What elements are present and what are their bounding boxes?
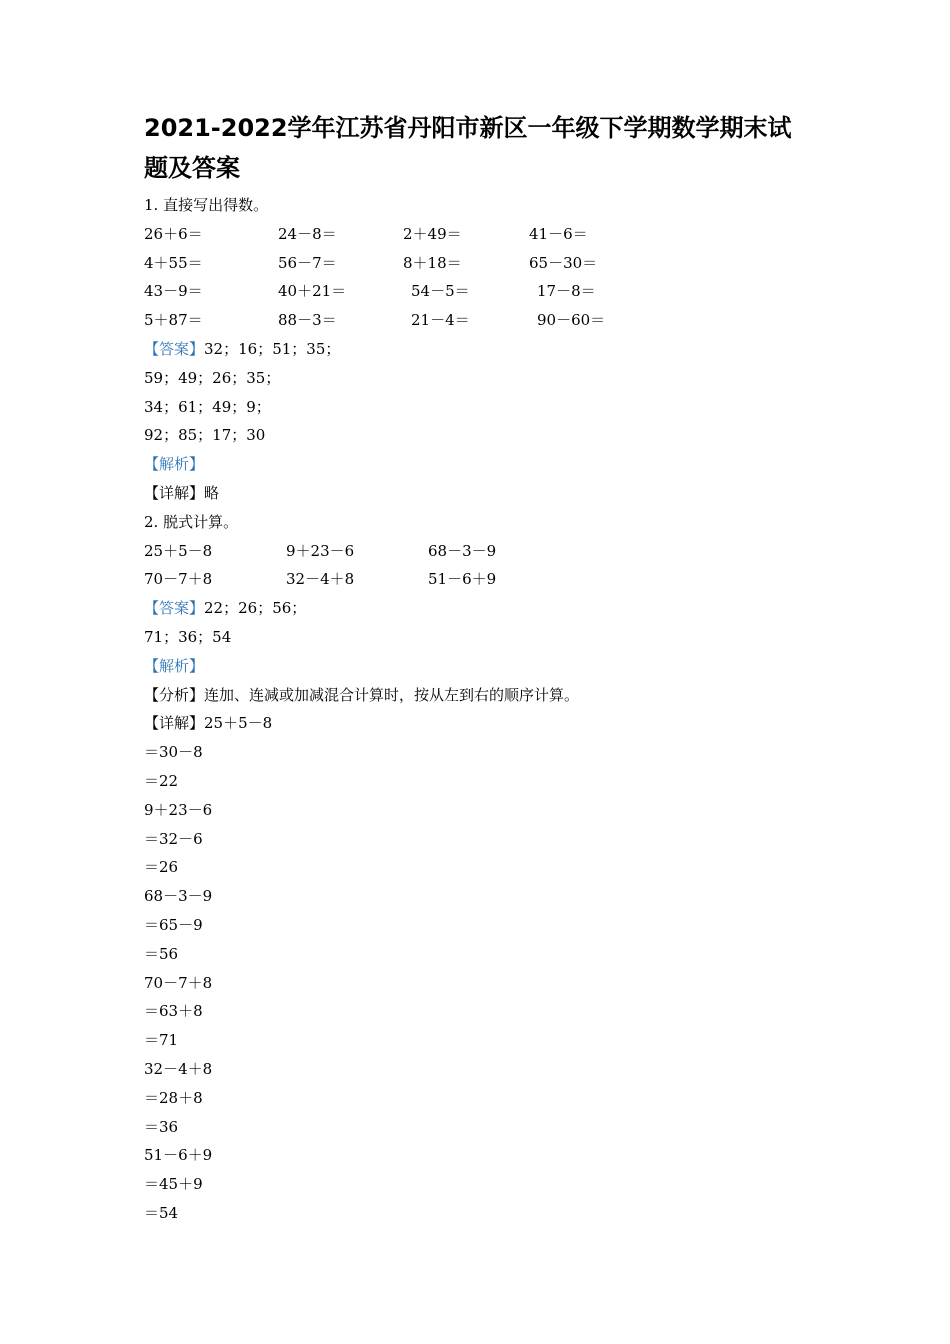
q2-step: ＝71 [144,1031,179,1050]
q1-row [144,220,844,249]
q2-step: 70－7＋8 [144,973,213,992]
q1-item: 2＋49＝ [403,224,462,243]
q2-step: 51－6＋9 [144,1146,213,1165]
title-line-2: 题及答案 [144,154,240,182]
q2-step: ＝22 [144,771,179,790]
q2-item: 51－6＋9 [428,570,497,589]
q2-answer-line: 71；36；54 [144,627,232,646]
answer-tag: 【答案】 [144,339,205,358]
q2-step: ＝26 [144,858,179,877]
detail-text: 25＋5－8 [204,714,273,733]
method-tag: 【分析】 [144,685,205,704]
q1-answer-line: 92；85；17；30 [144,426,266,445]
q2-answer-line [144,594,844,623]
q2-step: 68－3－9 [144,887,213,906]
title-line-1: 2021-2022学年江苏省丹阳市新区一年级下学期数学期末试 [144,114,792,142]
q1-row [144,277,844,306]
analysis-tag: 【解析】 [144,656,205,675]
q1-item: 8＋18＝ [403,253,462,272]
q1-item: 56－7＝ [278,253,337,272]
q2-item: 68－3－9 [428,541,497,560]
q2-heading: 2. 脱式计算。 [144,512,239,531]
q1-item: 5＋87＝ [144,311,203,330]
q1-row [144,249,844,278]
q1-item: 26＋6＝ [144,224,203,243]
q1-row [144,306,844,335]
q1-item: 21－4＝ [411,311,470,330]
answer-tag: 【答案】 [144,599,205,618]
q2-detail-line [144,709,844,738]
q2-item: 9＋23－6 [286,541,355,560]
detail-tag: 【详解】 [144,483,205,502]
q1-analysis-line [144,450,844,479]
q2-step: ＝36 [144,1117,179,1136]
q1-heading: 1. 直接写出得数。 [144,196,269,214]
q2-step: ＝54 [144,1203,179,1222]
q2-item: 25＋5－8 [144,541,213,560]
q2-step: ＝56 [144,944,179,963]
q2-row [144,565,844,594]
q2-step: ＝45＋9 [144,1175,203,1194]
q2-step: 32－4＋8 [144,1059,213,1078]
q2-row [144,537,844,566]
analysis-tag: 【解析】 [144,455,205,474]
q2-step: ＝65－9 [144,915,203,934]
q1-item: 43－9＝ [144,282,203,301]
q1-item: 40＋21＝ [278,282,347,301]
q2-item: 32－4＋8 [286,570,355,589]
q1-item: 17－8＝ [537,282,596,301]
q1-answer-line: 34；61；49；9； [144,397,271,416]
q2-step: ＝28＋8 [144,1088,203,1107]
document-page [144,108,844,1228]
detail-tag: 【详解】 [144,714,205,733]
q1-item: 4＋55＝ [144,253,203,272]
q2-step: 9＋23－6 [144,800,213,819]
q1-item: 41－6＝ [529,224,588,243]
q2-analysis-line [144,652,844,681]
answer-text: 32；16；51；35； [204,339,341,358]
q2-method-line [144,681,844,710]
q1-item: 90－60＝ [537,311,606,330]
q2-step: ＝30－8 [144,743,203,762]
answer-text: 22；26；56； [204,599,307,618]
q1-item: 88－3＝ [278,311,337,330]
q2-step: ＝63＋8 [144,1002,203,1021]
q1-item: 54－5＝ [411,282,470,301]
q1-answer-line [144,335,844,364]
q2-item: 70－7＋8 [144,570,213,589]
q1-answer-line: 59；49；26；35； [144,368,281,387]
q1-item: 65－30＝ [529,253,598,272]
document-title [144,108,844,188]
q1-detail-line [144,479,844,508]
detail-text: 略 [204,483,220,502]
method-text: 连加、连减或加减混合计算时，按从左到右的顺序计算。 [204,685,580,704]
q2-step: ＝32－6 [144,829,203,848]
q1-item: 24－8＝ [278,224,337,243]
